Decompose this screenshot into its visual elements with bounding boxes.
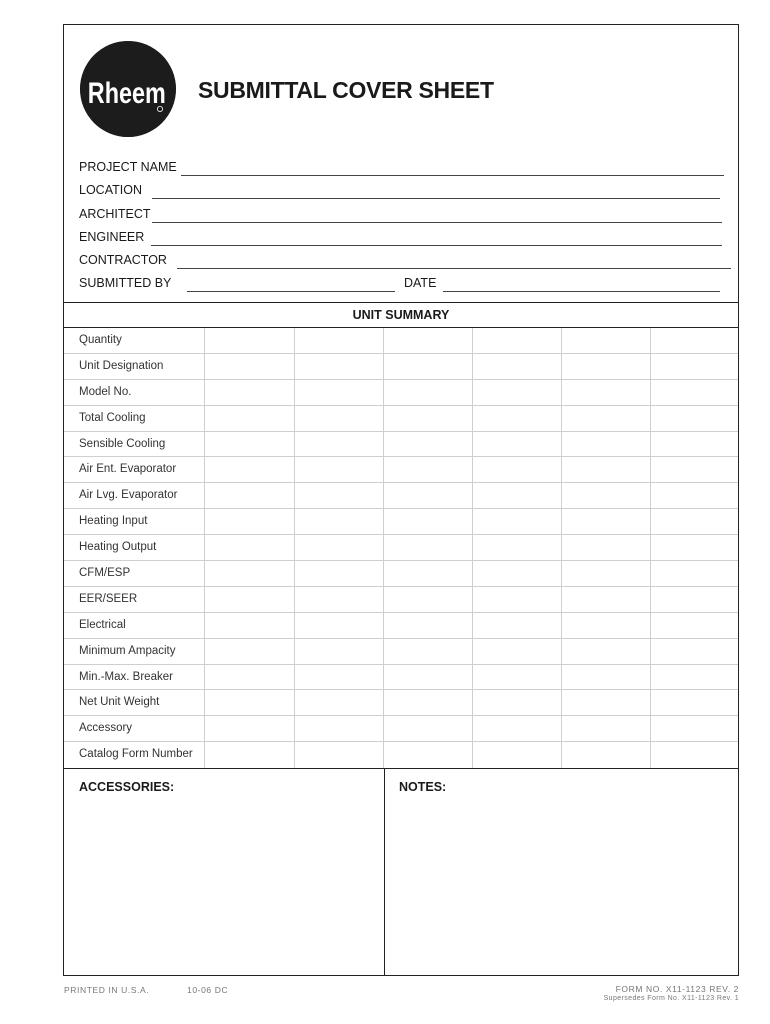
table-row — [64, 716, 738, 742]
notes-label: NOTES: — [399, 780, 447, 794]
row-label: Quantity — [79, 334, 122, 346]
contractor-line[interactable] — [177, 267, 731, 269]
table-row — [64, 742, 738, 768]
column-divider — [472, 328, 473, 768]
table-row — [64, 380, 738, 406]
rheem-logo-text: Rheem — [87, 76, 166, 110]
column-divider — [204, 328, 205, 768]
table-row — [64, 613, 738, 639]
table-row — [64, 354, 738, 380]
table-row — [64, 690, 738, 716]
header-divider — [64, 302, 738, 303]
unit-summary-title: UNIT SUMMARY — [352, 308, 450, 322]
architect-line[interactable] — [152, 221, 722, 223]
table-row — [64, 328, 738, 354]
column-divider — [561, 328, 562, 768]
printed-in-usa: PRINTED IN U.S.A. — [64, 985, 150, 995]
row-label: Air Ent. Evaporator — [79, 463, 177, 476]
row-label: Min.-Max. Breaker — [79, 670, 173, 683]
project-name-line[interactable] — [181, 174, 724, 176]
row-label: Air Lvg. Evaporator — [79, 489, 178, 502]
row-label: Heating Input — [79, 515, 148, 528]
table-row — [64, 432, 738, 458]
location-label: LOCATION — [79, 183, 142, 197]
date-line[interactable] — [443, 290, 720, 292]
row-label: Electrical — [79, 618, 126, 631]
column-divider — [383, 328, 384, 768]
architect-label: ARCHITECT — [79, 207, 151, 221]
sections-split — [384, 768, 385, 976]
row-label: Net Unit Weight — [79, 696, 160, 709]
row-label: Sensible Cooling — [79, 437, 166, 450]
row-label: Model No. — [79, 385, 132, 398]
row-label: EER/SEER — [79, 592, 138, 605]
row-label: Unit Designation — [79, 359, 164, 372]
row-label: CFM/ESP — [79, 567, 131, 580]
form-number: FORM NO. X11-1123 REV. 2 — [615, 984, 739, 994]
table-row — [64, 535, 738, 561]
table-row — [64, 665, 738, 691]
submitted-by-field[interactable] — [79, 272, 395, 292]
engineer-label: ENGINEER — [79, 230, 145, 244]
date-field[interactable] — [404, 272, 720, 292]
table-row — [64, 587, 738, 613]
project-name-field[interactable] — [79, 156, 724, 176]
table-row — [64, 561, 738, 587]
rheem-logo — [80, 41, 176, 137]
table-row — [64, 483, 738, 509]
table-row — [64, 457, 738, 483]
date-label: DATE — [404, 276, 437, 290]
contractor-field[interactable] — [79, 249, 731, 269]
project-name-label: PROJECT NAME — [79, 160, 177, 174]
page-title: SUBMITTAL COVER SHEET — [198, 77, 494, 103]
column-divider — [650, 328, 651, 768]
table-row — [64, 639, 738, 665]
location-line[interactable] — [152, 197, 720, 199]
location-field[interactable] — [79, 179, 720, 199]
submitted-by-label: SUBMITTED BY — [79, 276, 172, 290]
sections-divider — [64, 768, 738, 769]
unit-summary-table — [64, 328, 738, 768]
row-label: Heating Output — [79, 541, 157, 554]
engineer-line[interactable] — [151, 244, 722, 246]
accessories-label: ACCESSORIES: — [79, 780, 175, 794]
supersedes-note: Supersedes Form No. X11-1123 Rev. 1 — [603, 995, 739, 1002]
row-label: Minimum Ampacity — [79, 644, 176, 657]
form-frame — [63, 24, 739, 976]
row-label: Accessory — [79, 722, 133, 735]
row-label: Total Cooling — [79, 411, 146, 424]
architect-field[interactable] — [79, 203, 722, 223]
column-divider — [294, 328, 295, 768]
submitted-by-line[interactable] — [187, 290, 395, 292]
contractor-label: CONTRACTOR — [79, 253, 167, 267]
row-label: Catalog Form Number — [79, 748, 193, 761]
table-row — [64, 406, 738, 432]
rheem-logo-mark — [80, 41, 176, 137]
engineer-field[interactable] — [79, 226, 722, 246]
table-row — [64, 509, 738, 535]
form-date-code: 10-06 DC — [187, 985, 229, 995]
